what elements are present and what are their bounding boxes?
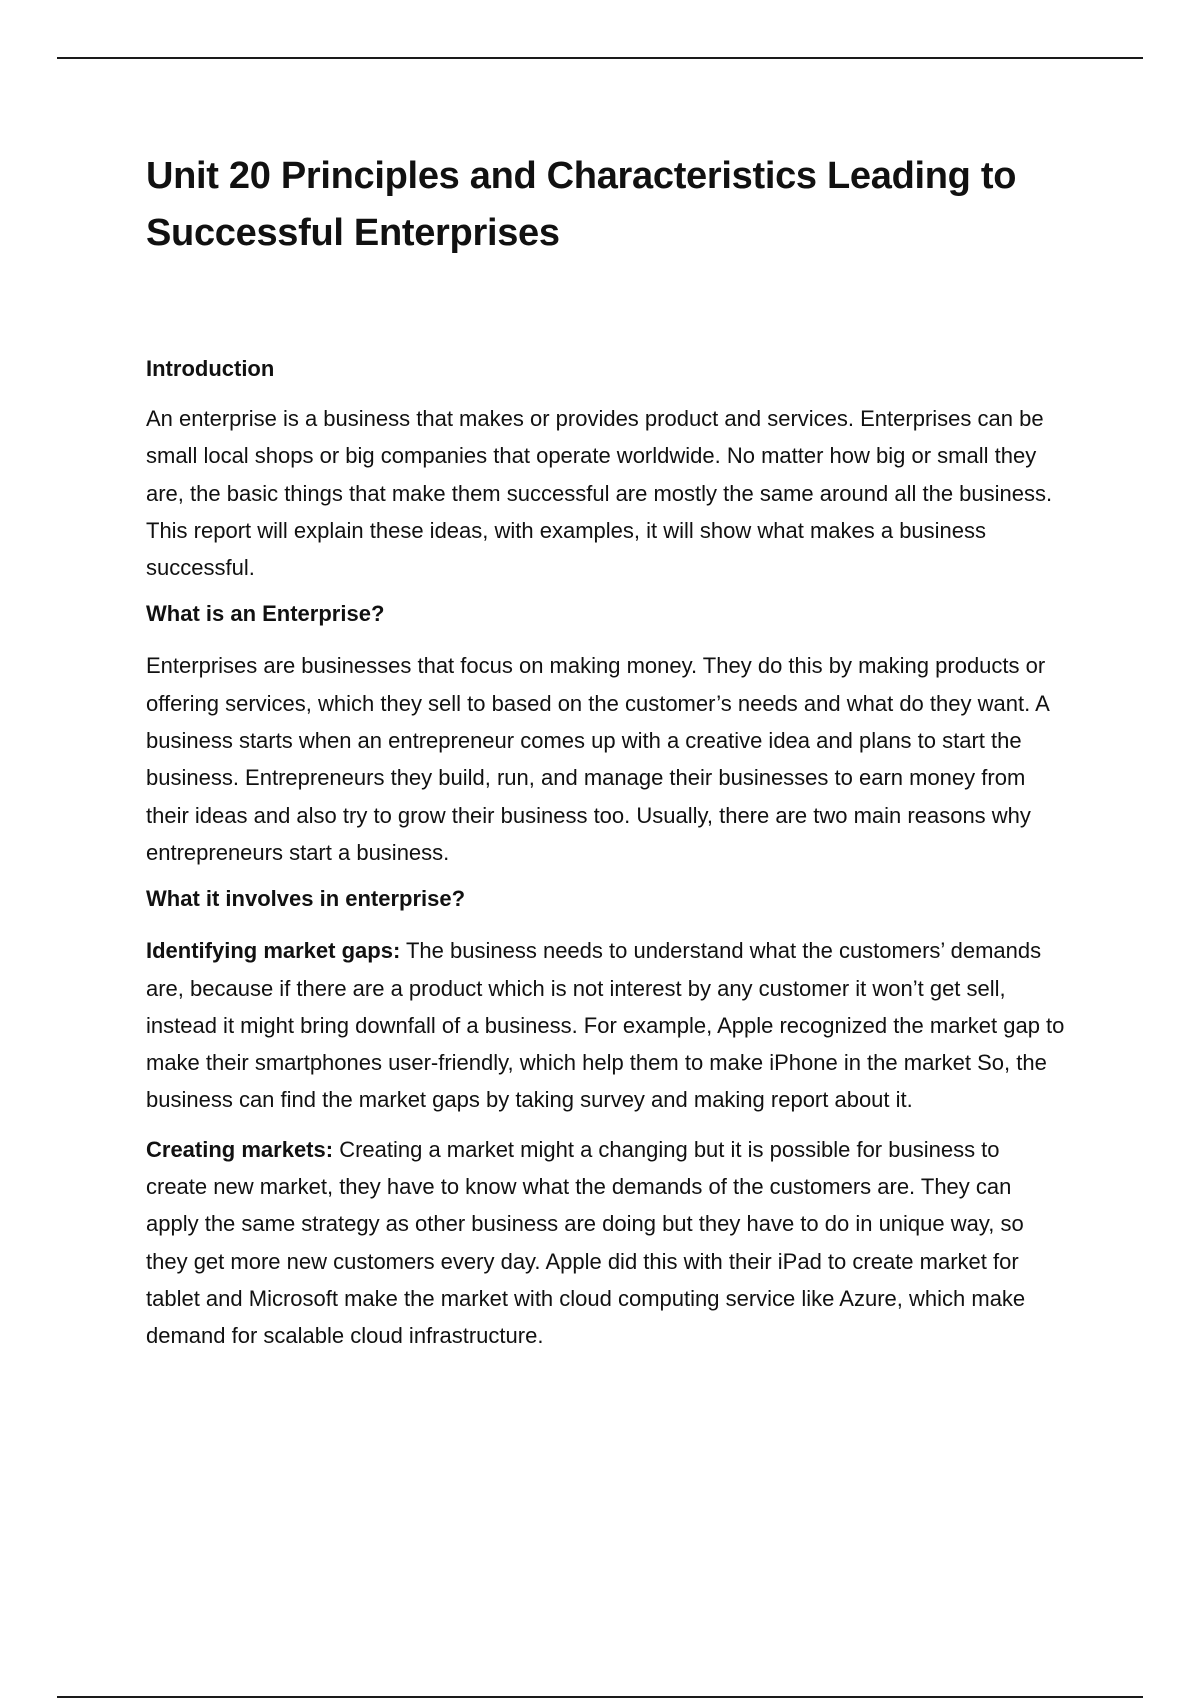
what-is-enterprise-paragraph: Enterprises are businesses that focus on making money. They do this by making products or offering services, which they sell to based on the customer’s needs and what do they want. A business starts when an entrepreneur comes up with a creative idea and plans to start the business. Entrepreneurs they build, run, and manage their businesses to earn money from their ideas and also try to grow their business too. Usually, there are two main reasons why entrepreneurs start a business. [146, 653, 1049, 865]
top-rule [57, 57, 1143, 59]
document-title: Unit 20 Principles and Characteristics Leading to Successful Enterprises [146, 155, 1017, 254]
document-body [146, 148, 1066, 1355]
creating-markets-label: Creating markets: [146, 1136, 334, 1162]
creating-markets-text: Creating a market might a changing but it is possible for business to create new market, they have to know what the demands of the customers are. They can apply the same strategy as other business are doing but they have to do in unique way, so they get more new customers every day. Apple did this with their iPad to create market for tablet and Microsoft make the market with cloud computing service like Azure, which make demand for scalable cloud infrastructure. [146, 1136, 1026, 1349]
introduction-heading: Introduction [146, 356, 275, 381]
what-it-involves-heading: What it involves in enterprise? [146, 886, 466, 912]
market-gaps-text: The business needs to understand what the customers’ demands are, because if there are a product which is not interest by any customer it won’t get sell, instead it might bring downfall of a business. For example, Apple recognized the market gap to make their smartphones user-friendly, which help them to make iPhone in the market So, the business can find the market gaps by taking survey and making report about it. [146, 938, 1065, 1113]
bottom-rule [57, 1696, 1143, 1698]
market-gaps-label: Identifying market gaps: [146, 938, 401, 964]
introduction-paragraph: An enterprise is a business that makes or provides product and services. Enterprises can be small local shops or big companies that operate worldwide. No matter how big or small they are, the basic things that make them successful are mostly the same around all the business. This report will explain these ideas, with examples, it will show what makes a business successful. [146, 406, 1053, 581]
market-gaps-paragraph [146, 932, 1066, 1118]
what-is-enterprise-heading: What is an Enterprise? [146, 601, 385, 627]
creating-markets-paragraph [146, 1131, 1066, 1355]
